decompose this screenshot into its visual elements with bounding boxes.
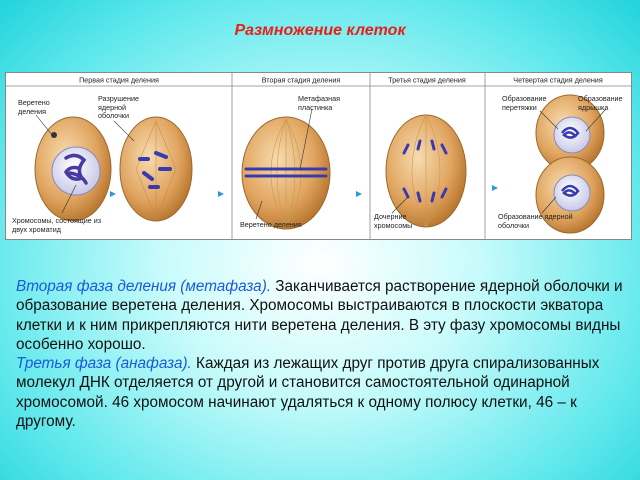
cell-prometaphase bbox=[120, 117, 192, 221]
cell-anaphase bbox=[386, 115, 466, 227]
paragraph-anaphase bbox=[16, 354, 628, 431]
body-metaphase: Заканчивается растворение ядерной оболочки и образование веретена деления. Хромосомы выстраиваются в плоскости экватора клетки и к ним прикрепляются нити веретена деления. В эту фазу хромосомы видны особенно хорошо. bbox=[16, 278, 623, 353]
stage-3-header: Третья стадия деления bbox=[388, 75, 466, 85]
label-nuclear-envelope: Образование ядерной оболочки bbox=[498, 212, 573, 230]
paragraph-metaphase bbox=[16, 277, 628, 354]
cell-metaphase bbox=[242, 117, 330, 229]
description-text bbox=[16, 277, 628, 431]
stage-4-header: Четвертая стадия деления bbox=[513, 75, 603, 85]
label-chromosomes: Хромосомы, состоящие из двух хроматид bbox=[12, 216, 102, 234]
mitosis-diagram bbox=[5, 72, 632, 240]
label-metaphase-plate: Метафазная пластинка bbox=[298, 94, 341, 112]
stage-1-header: Первая стадия деления bbox=[79, 75, 159, 85]
page-title: Размножение клеток bbox=[234, 22, 406, 39]
label-nucleolus: Образование ядрышка bbox=[578, 94, 623, 112]
heading-metaphase: Вторая фаза деления (метафаза). bbox=[16, 278, 272, 295]
stage-2-header: Вторая стадия деления bbox=[261, 75, 341, 85]
label-constriction: Образование перетяжки bbox=[502, 94, 547, 112]
label-spindle: Веретено деления bbox=[18, 98, 50, 116]
label-daughter-chromosomes: Дочерние хромосомы bbox=[374, 212, 413, 230]
heading-anaphase: Третья фаза (анафаза). bbox=[16, 355, 192, 373]
cell-prophase bbox=[35, 117, 111, 221]
label-nuclear-breakdown: Разрушение ядерной оболочки bbox=[98, 94, 140, 120]
body-anaphase: Каждая из лежащих друг против друга спирализованных молекул ДНК отделяется от другой и становится самостоятельной одинарной хромосомой. 46 хромосом начинают удаляться к одному полюсу клетки, 46 – к другому. bbox=[16, 355, 600, 431]
label-spindle-2: Веретено деления bbox=[240, 220, 302, 229]
